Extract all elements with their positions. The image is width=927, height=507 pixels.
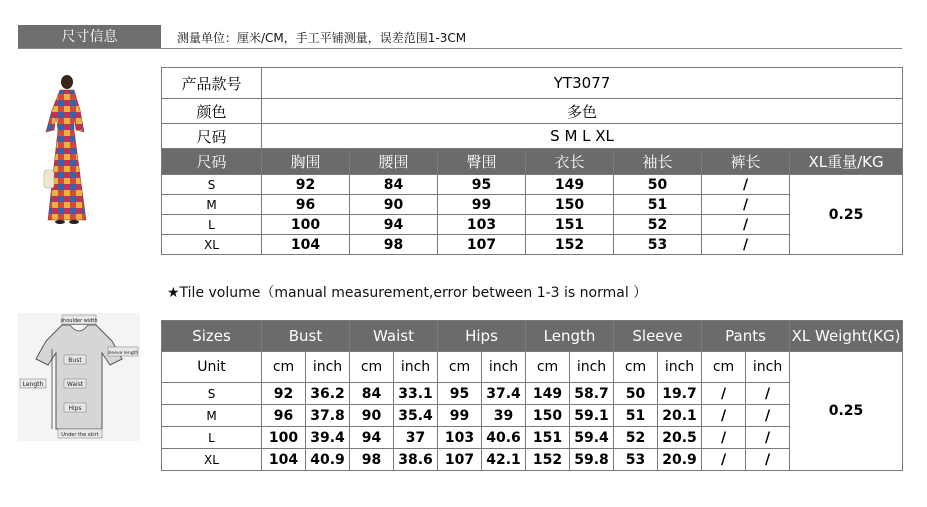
size-table-en bbox=[161, 320, 903, 471]
col-header-pants: Pants bbox=[702, 321, 790, 352]
length-cm-cell: 149 bbox=[526, 383, 570, 405]
pants-inch-cell: / bbox=[746, 449, 790, 471]
sleeve-inch-cell: 20.9 bbox=[658, 449, 702, 471]
pants-cm-cell: / bbox=[702, 383, 746, 405]
sleeve-cm-cell: 52 bbox=[614, 427, 658, 449]
bust-cell: 96 bbox=[262, 195, 350, 215]
waist-cell: 94 bbox=[350, 215, 438, 235]
bust-cm-cell: 92 bbox=[262, 383, 306, 405]
hips-inch-cell: 40.6 bbox=[482, 427, 526, 449]
waist-inch-cell: 37 bbox=[394, 427, 438, 449]
hips-cell: 99 bbox=[438, 195, 526, 215]
sleeve-inch-cell: 20.5 bbox=[658, 427, 702, 449]
bust-cell: 104 bbox=[262, 235, 350, 255]
length-cell: 152 bbox=[526, 235, 614, 255]
size-value: S M L XL bbox=[262, 124, 903, 149]
col-header-sizes: Sizes bbox=[162, 321, 262, 352]
weight-cell: 0.25 bbox=[790, 175, 903, 255]
pants-cm-cell: / bbox=[702, 449, 746, 471]
unit-inch: inch bbox=[570, 352, 614, 383]
sleeve-cell: 50 bbox=[614, 175, 702, 195]
product-code-label: 产品款号 bbox=[162, 68, 262, 99]
bust-cm-cell: 100 bbox=[262, 427, 306, 449]
table-row bbox=[162, 175, 903, 195]
hips-cm-cell: 107 bbox=[438, 449, 482, 471]
sleeve-cell: 52 bbox=[614, 215, 702, 235]
col-header-pants: 裤长 bbox=[702, 149, 790, 175]
length-inch-cell: 59.1 bbox=[570, 405, 614, 427]
product-code-value: YT3077 bbox=[262, 68, 903, 99]
waist-cm-cell: 98 bbox=[350, 449, 394, 471]
hips-cm-cell: 99 bbox=[438, 405, 482, 427]
pants-inch-cell: / bbox=[746, 405, 790, 427]
waist-cell: 84 bbox=[350, 175, 438, 195]
size-table-cn bbox=[161, 67, 903, 255]
unit-cm: cm bbox=[702, 352, 746, 383]
length-cell: 150 bbox=[526, 195, 614, 215]
unit-cm: cm bbox=[614, 352, 658, 383]
length-cm-cell: 150 bbox=[526, 405, 570, 427]
section-tab: 尺寸信息 bbox=[18, 25, 161, 49]
sleeve-cell: 53 bbox=[614, 235, 702, 255]
waist-cell: 90 bbox=[350, 195, 438, 215]
unit-inch: inch bbox=[394, 352, 438, 383]
waist-cell: 98 bbox=[350, 235, 438, 255]
length-cm-cell: 152 bbox=[526, 449, 570, 471]
size-cell: M bbox=[162, 195, 262, 215]
unit-inch: inch bbox=[306, 352, 350, 383]
pants-inch-cell: / bbox=[746, 383, 790, 405]
sleeve-length-label: sleeve length bbox=[107, 351, 139, 356]
bust-cm-cell: 96 bbox=[262, 405, 306, 427]
pants-cell: / bbox=[702, 175, 790, 195]
pants-cell: / bbox=[702, 195, 790, 215]
color-value: 多色 bbox=[262, 99, 903, 124]
size-cell: S bbox=[162, 383, 262, 405]
bust-inch-cell: 40.9 bbox=[306, 449, 350, 471]
unit-cm: cm bbox=[526, 352, 570, 383]
col-header-length: Length bbox=[526, 321, 614, 352]
length-label: Length bbox=[22, 381, 44, 388]
bust-label: Bust bbox=[68, 357, 82, 364]
col-header-waist: 腰围 bbox=[350, 149, 438, 175]
waist-label: Waist bbox=[66, 381, 84, 388]
waist-inch-cell: 35.4 bbox=[394, 405, 438, 427]
under-skirt-label: Under the skirt bbox=[61, 432, 99, 438]
size-cell: XL bbox=[162, 235, 262, 255]
waist-cm-cell: 90 bbox=[350, 405, 394, 427]
col-header-hips: Hips bbox=[438, 321, 526, 352]
measurement-note: 测量单位：厘米/CM，手工平铺测量，误差范围1-3CM bbox=[177, 31, 467, 45]
hips-inch-cell: 42.1 bbox=[482, 449, 526, 471]
length-inch-cell: 59.4 bbox=[570, 427, 614, 449]
length-inch-cell: 58.7 bbox=[570, 383, 614, 405]
english-measurement-note: ★Tile volume（manual measurement,error between 1-3 is normal ） bbox=[167, 285, 648, 301]
length-cell: 149 bbox=[526, 175, 614, 195]
col-header-waist: Waist bbox=[350, 321, 438, 352]
col-header-bust: Bust bbox=[262, 321, 350, 352]
bust-inch-cell: 37.8 bbox=[306, 405, 350, 427]
col-header-sleeve: 袖长 bbox=[614, 149, 702, 175]
unit-cm: cm bbox=[438, 352, 482, 383]
length-cell: 151 bbox=[526, 215, 614, 235]
pants-cm-cell: / bbox=[702, 427, 746, 449]
size-cell: L bbox=[162, 215, 262, 235]
header-divider bbox=[18, 48, 902, 49]
size-cell: S bbox=[162, 175, 262, 195]
hips-cell: 107 bbox=[438, 235, 526, 255]
col-header-size: 尺码 bbox=[162, 149, 262, 175]
pants-cell: / bbox=[702, 235, 790, 255]
shoulder-label: shoulder width bbox=[60, 318, 98, 324]
hips-inch-cell: 37.4 bbox=[482, 383, 526, 405]
col-header-hips: 臀围 bbox=[438, 149, 526, 175]
hips-label: Hips bbox=[68, 405, 82, 412]
length-cm-cell: 151 bbox=[526, 427, 570, 449]
waist-cm-cell: 94 bbox=[350, 427, 394, 449]
unit-inch: inch bbox=[746, 352, 790, 383]
unit-cm: cm bbox=[262, 352, 306, 383]
bust-cell: 100 bbox=[262, 215, 350, 235]
waist-inch-cell: 38.6 bbox=[394, 449, 438, 471]
hips-cm-cell: 103 bbox=[438, 427, 482, 449]
color-label: 颜色 bbox=[162, 99, 262, 124]
size-cell: XL bbox=[162, 449, 262, 471]
col-header-length: 衣长 bbox=[526, 149, 614, 175]
col-header-bust: 胸围 bbox=[262, 149, 350, 175]
sleeve-cell: 51 bbox=[614, 195, 702, 215]
sleeve-inch-cell: 19.7 bbox=[658, 383, 702, 405]
sleeve-inch-cell: 20.1 bbox=[658, 405, 702, 427]
unit-inch: inch bbox=[482, 352, 526, 383]
col-header-weight: XL Weight(KG) bbox=[790, 321, 903, 352]
bust-inch-cell: 36.2 bbox=[306, 383, 350, 405]
pants-inch-cell: / bbox=[746, 427, 790, 449]
bust-cm-cell: 104 bbox=[262, 449, 306, 471]
sleeve-cm-cell: 53 bbox=[614, 449, 658, 471]
unit-inch: inch bbox=[658, 352, 702, 383]
col-header-sleeve: Sleeve bbox=[614, 321, 702, 352]
hips-inch-cell: 39 bbox=[482, 405, 526, 427]
pants-cell: / bbox=[702, 215, 790, 235]
hips-cell: 103 bbox=[438, 215, 526, 235]
size-cell: M bbox=[162, 405, 262, 427]
pants-cm-cell: / bbox=[702, 405, 746, 427]
size-label: 尺码 bbox=[162, 124, 262, 149]
col-header-weight: XL重量/KG bbox=[790, 149, 903, 175]
waist-cm-cell: 84 bbox=[350, 383, 394, 405]
size-cell: L bbox=[162, 427, 262, 449]
measurement-diagram bbox=[18, 313, 140, 441]
waist-inch-cell: 33.1 bbox=[394, 383, 438, 405]
hips-cell: 95 bbox=[438, 175, 526, 195]
weight-cell: 0.25 bbox=[790, 352, 903, 471]
sleeve-cm-cell: 50 bbox=[614, 383, 658, 405]
bust-cell: 92 bbox=[262, 175, 350, 195]
hips-cm-cell: 95 bbox=[438, 383, 482, 405]
product-photo bbox=[40, 70, 90, 228]
unit-cm: cm bbox=[350, 352, 394, 383]
unit-label: Unit bbox=[162, 352, 262, 383]
length-inch-cell: 59.8 bbox=[570, 449, 614, 471]
sleeve-cm-cell: 51 bbox=[614, 405, 658, 427]
bust-inch-cell: 39.4 bbox=[306, 427, 350, 449]
